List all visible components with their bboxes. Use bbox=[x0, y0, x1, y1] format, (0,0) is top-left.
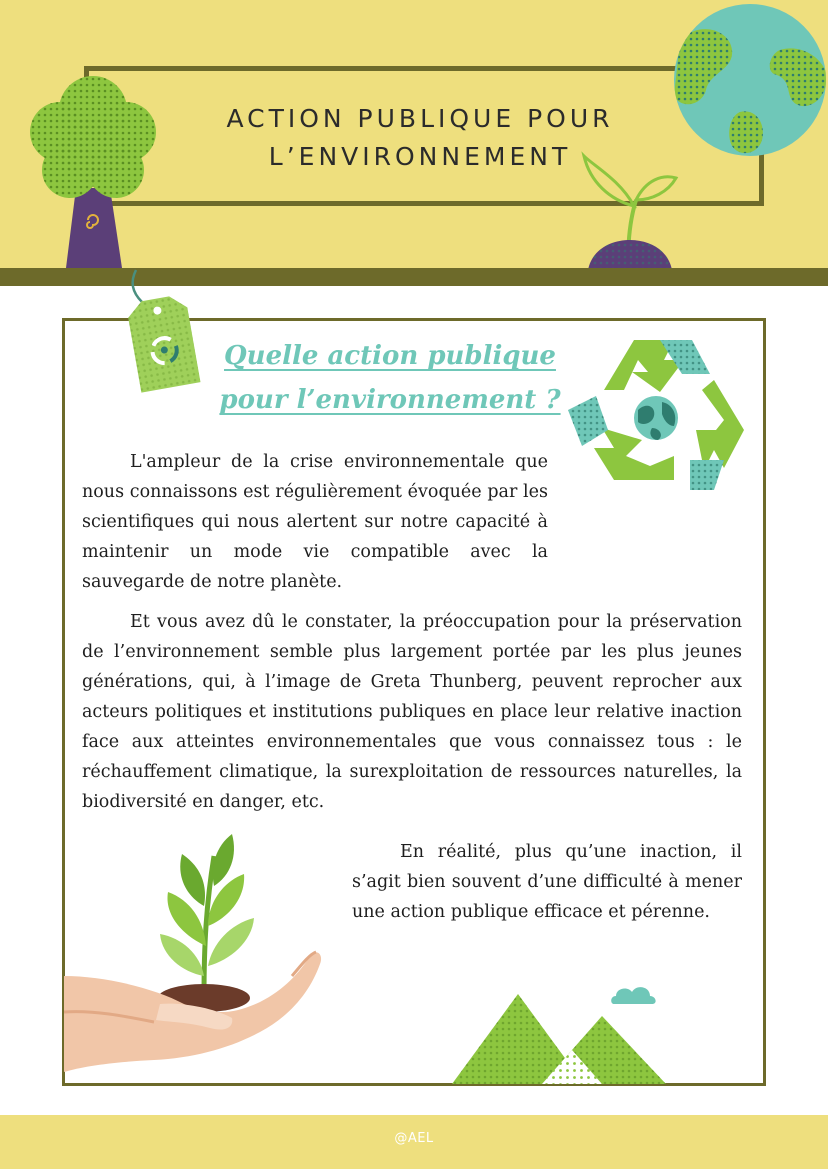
globe-icon bbox=[670, 0, 828, 160]
footer-credit: @AEL bbox=[394, 1131, 434, 1146]
hand-plant-icon bbox=[64, 826, 324, 1084]
section-title-line-2: pour l’environnement ? bbox=[219, 385, 561, 415]
eco-tag-icon bbox=[120, 268, 210, 403]
section-title bbox=[200, 334, 580, 422]
section-title-line-1: Quelle action publique bbox=[224, 341, 556, 371]
paragraph-intro: L'ampleur de la crise environnementale que nous connaissons est régulièrement évoquée par les scientifiques qui nous alertent sur notre capacité à maintenir un mode vie compatible avec la sauvegarde de notre planète. bbox=[82, 452, 548, 592]
page-title-line-1: ACTION PUBLIQUE POUR bbox=[226, 104, 614, 133]
page-title bbox=[160, 100, 680, 176]
recycle-icon bbox=[564, 330, 754, 510]
mountains-icon bbox=[452, 990, 682, 1084]
paragraph-context: Et vous avez dû le constater, la préoccupation pour la préservation de l’environnement semble plus largement portée par les plus jeunes générations, qui, à l’image de Greta Thunberg, peuvent reprocher aux acteurs politiques et institutions publiques en place leur relative inaction face aux atteintes environnementales que vous connaissez tous : le réchauffement climatique, la surexploitation de ressources naturelles, la biodiversité en danger, etc. bbox=[82, 612, 742, 812]
page-title-line-2: L’ENVIRONNEMENT bbox=[268, 142, 572, 171]
paragraph-conclusion: En réalité, plus qu’une inaction, il s’agit bien souvent d’une difficulté à mener une action publique efficace et pérenne. bbox=[352, 842, 742, 922]
tree-icon bbox=[18, 70, 168, 270]
